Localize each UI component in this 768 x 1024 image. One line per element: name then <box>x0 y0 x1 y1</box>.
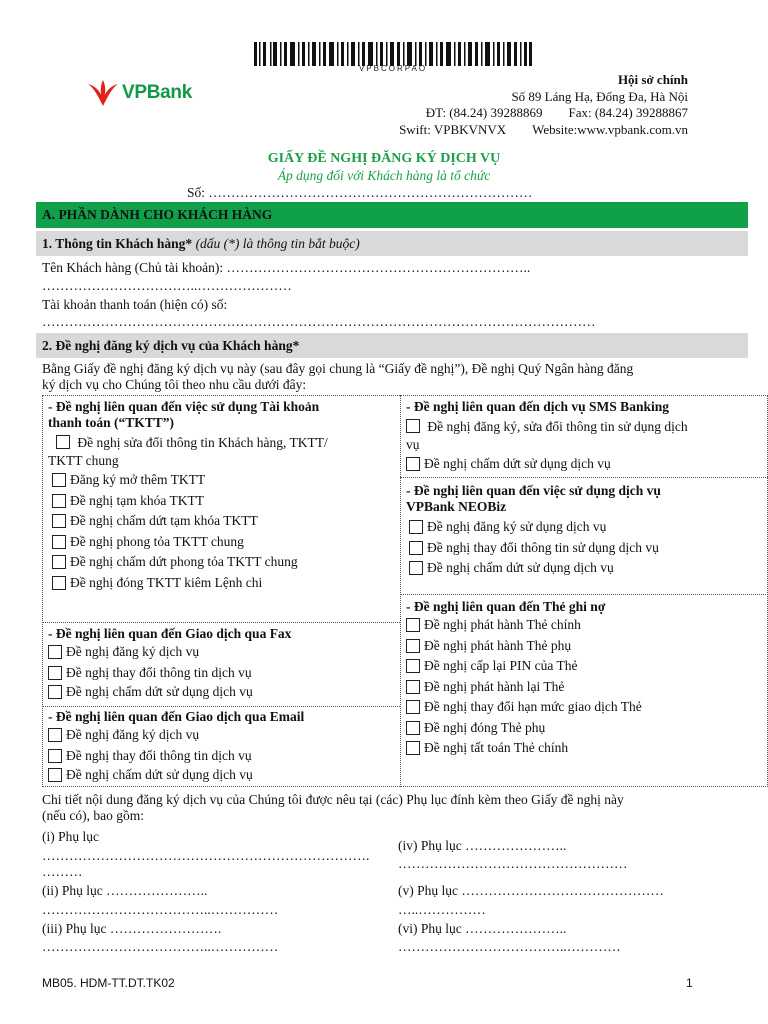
appendix-v-field[interactable]: …..…………… <box>398 902 486 917</box>
account-option-modify[interactable] <box>48 434 394 470</box>
hq-contacts <box>399 105 688 122</box>
account-option[interactable] <box>48 532 394 553</box>
account-option[interactable] <box>48 511 394 532</box>
checkbox[interactable] <box>52 555 66 569</box>
hq-address: Số 89 Láng Hạ, Đống Đa, Hà Nội <box>511 88 688 104</box>
checkbox[interactable] <box>52 514 66 528</box>
barcode-caption: VPBCORPAO <box>358 64 428 73</box>
table-column-divider <box>400 395 401 787</box>
fax-option[interactable] <box>48 663 394 684</box>
option-label: Đề nghị sửa đổi thông tin Khách hàng, TKTT/ <box>77 435 328 450</box>
hq-phone: ĐT: (84.24) 39288869 <box>425 105 543 120</box>
option-label: Đề nghị chấm dứt sử dụng dịch vụ <box>66 767 253 782</box>
subsection-service-request <box>36 333 748 358</box>
debit-card-option[interactable] <box>406 677 764 698</box>
checkbox[interactable] <box>406 639 420 653</box>
fax-services-title: - Đề nghị liên quan đến Giao dịch qua Fax <box>48 626 292 641</box>
table-row-divider <box>42 622 400 623</box>
neobiz-option[interactable] <box>406 517 764 538</box>
debit-card-option[interactable] <box>406 718 764 739</box>
sms-services-group <box>406 399 764 475</box>
option-label: Đề nghị phát hành Thẻ phụ <box>424 637 572 653</box>
appendix-intro-line2: (nếu có), bao gồm: <box>42 808 144 823</box>
debit-card-option[interactable] <box>406 615 764 636</box>
option-label: Đề nghị chấm dứt sử dụng dịch vụ <box>427 560 614 575</box>
table-row-divider <box>42 706 400 707</box>
checkbox[interactable] <box>52 535 66 549</box>
option-label-cont: TKTT chung <box>48 453 119 468</box>
checkbox[interactable] <box>48 768 62 782</box>
appendix-i-field-cont[interactable]: ……… <box>42 864 83 879</box>
hq-fax: Fax: (84.24) 39288867 <box>568 105 688 120</box>
sms-option[interactable] <box>406 454 764 475</box>
option-label: Đề nghị thay đổi thông tin dịch vụ <box>66 747 252 763</box>
email-option[interactable] <box>48 746 394 767</box>
checkbox[interactable] <box>52 473 66 487</box>
checkbox[interactable] <box>48 666 62 680</box>
account-option[interactable] <box>48 573 394 594</box>
debit-card-services-title: - Đề nghị liên quan đến Thẻ ghi nợ <box>406 599 606 614</box>
request-intro-line1: Bằng Giấy đề nghị đăng ký dịch vụ này (sau đây gọi chung là “Giấy đề nghị”), Đề nghị Quý Ngân hàng đăng <box>42 361 634 376</box>
sms-option-register[interactable] <box>406 418 764 454</box>
checkbox[interactable] <box>48 685 62 699</box>
account-number-label: Tài khoản thanh toán (hiện có) số: <box>42 297 228 312</box>
option-label: Đề nghị phát hành lại Thẻ <box>424 678 565 694</box>
customer-name-field-cont[interactable]: ……………………………..………………… <box>42 278 292 293</box>
checkbox[interactable] <box>409 561 423 575</box>
neobiz-services-title-line2: VPBank NEOBiz <box>406 499 507 514</box>
option-label-cont: vụ <box>406 437 420 452</box>
hq-website[interactable]: Website:www.vpbank.com.vn <box>532 121 688 137</box>
appendix-ii-field[interactable]: ………………………………..…………… <box>42 902 279 917</box>
subsection-service-request-title: 2. Đề nghị đăng ký dịch vụ của Khách hàng* <box>42 338 300 353</box>
neobiz-option[interactable] <box>406 538 764 559</box>
appendix-vi-field[interactable]: ………………………………..………… <box>398 939 621 954</box>
fax-option[interactable] <box>48 642 394 663</box>
option-label: Đề nghị thay đổi thông tin sử dụng dịch vụ <box>427 539 659 555</box>
checkbox[interactable] <box>48 728 62 742</box>
checkbox[interactable] <box>52 576 66 590</box>
vpbank-flower-icon <box>86 78 120 108</box>
option-label: Đăng ký mở thêm TKTT <box>70 472 206 487</box>
form-number-field[interactable]: Số: ……………………………………………………………… <box>187 185 533 200</box>
appendix-i-label: (i) Phụ lục <box>42 829 99 844</box>
logo-wordmark: VPBank <box>122 82 193 103</box>
document-code: MB05. HDM-TT.DT.TK02 <box>42 976 175 990</box>
fax-services-group <box>48 626 394 701</box>
appendix-intro-line1: Chi tiết nội dung đăng ký dịch vụ của Chúng tôi được nêu tại (các) Phụ lục đính kèm theo Giấy đề nghị này <box>42 792 624 807</box>
option-label: Đề nghị phong tỏa TKTT chung <box>70 533 244 549</box>
option-label: Đề nghị cấp lại PIN của Thẻ <box>424 658 578 673</box>
debit-card-option[interactable] <box>406 738 764 759</box>
option-label: Đề nghị đóng Thẻ phụ <box>424 719 546 735</box>
appendix-v-label[interactable]: (v) Phụ lục ……………………………………… <box>398 883 664 898</box>
checkbox[interactable] <box>406 741 420 755</box>
neobiz-services-title-line1: - Đề nghị liên quan đến việc sử dụng dịch vụ <box>406 483 661 498</box>
account-option[interactable] <box>48 552 394 573</box>
head-office-info <box>399 72 688 138</box>
appendix-iv-field[interactable]: …………………………………………… <box>398 856 628 871</box>
checkbox[interactable] <box>48 749 62 763</box>
barcode-image <box>254 42 532 66</box>
checkbox[interactable] <box>56 435 70 449</box>
option-label: Đề nghị phát hành Thẻ chính <box>424 617 581 632</box>
option-label: Đề nghị chấm dứt tạm khóa TKTT <box>70 513 258 528</box>
neobiz-option[interactable] <box>406 558 764 579</box>
debit-card-option[interactable] <box>406 656 764 677</box>
appendix-ii-label[interactable]: (ii) Phụ lục ………………….. <box>42 883 208 898</box>
appendix-iii-label[interactable]: (iii) Phụ lục ……………………. <box>42 921 222 936</box>
form-title: GIẤY ĐỀ NGHỊ ĐĂNG KÝ DỊCH VỤ <box>267 151 501 166</box>
account-services-title-line2: thanh toán (“TKTT”) <box>48 415 175 430</box>
account-option[interactable] <box>48 470 394 491</box>
hq-title: Hội sở chính <box>617 72 688 87</box>
fax-option[interactable] <box>48 683 394 701</box>
table-row-divider <box>400 477 768 478</box>
option-label: Đề nghị chấm dứt phong tỏa TKTT chung <box>70 554 298 569</box>
request-intro-line2: ký dịch vụ cho Chúng tôi theo nhu cầu dưới đây: <box>42 377 307 392</box>
checkbox[interactable] <box>406 680 420 694</box>
option-label: Đề nghị đóng TKTT kiêm Lệnh chi <box>70 574 263 590</box>
checkbox[interactable] <box>48 645 62 659</box>
debit-card-services-group <box>406 599 764 759</box>
email-services-group <box>48 709 394 784</box>
section-a-heading: A. PHẦN DÀNH CHO KHÁCH HÀNG <box>36 202 748 228</box>
option-label: Đề nghị tạm khóa TKTT <box>70 492 204 508</box>
checkbox[interactable] <box>406 457 420 471</box>
checkbox[interactable] <box>406 618 420 632</box>
subsection-customer-info <box>36 231 748 256</box>
customer-name-field[interactable]: Tên Khách hàng (Chủ tài khoản): ………………………………………………………….. <box>42 260 531 275</box>
checkbox[interactable] <box>406 721 420 735</box>
debit-card-option[interactable] <box>406 697 764 718</box>
table-row-divider <box>400 594 768 595</box>
option-label: Đề nghị đăng ký dịch vụ <box>66 727 200 742</box>
option-label: Đề nghị đăng ký dịch vụ <box>66 644 200 659</box>
account-services-title-line1: - Đề nghị liên quan đến việc sử dụng Tài khoản <box>48 399 320 414</box>
debit-card-option[interactable] <box>406 636 764 657</box>
option-label: Đề nghị thay đổi hạn mức giao dịch Thẻ <box>424 699 642 714</box>
option-label: Đề nghị thay đổi thông tin dịch vụ <box>66 664 252 680</box>
page-number: 1 <box>686 976 693 990</box>
account-number-field[interactable]: …………………………………………………………………………………………………………… <box>42 314 596 329</box>
option-label: Đề nghị đăng ký, sửa đổi thông tin sử dụng dịch <box>427 419 688 434</box>
option-label: Đề nghị đăng ký sử dụng dịch vụ <box>427 519 607 534</box>
neobiz-services-group <box>406 483 764 579</box>
email-services-title: - Đề nghị liên quan đến Giao dịch qua Email <box>48 709 305 724</box>
account-services-group <box>48 399 394 593</box>
checkbox[interactable] <box>406 659 420 673</box>
vpbank-logo <box>86 78 216 108</box>
hq-swift: Swift: VPBKVNVX <box>399 121 507 137</box>
option-label: Đề nghị chấm dứt sử dụng dịch vụ <box>424 456 611 471</box>
form-subtitle: Áp dụng đối với Khách hàng là tổ chức <box>277 168 491 183</box>
option-label: Đề nghị tất toán Thẻ chính <box>424 740 569 755</box>
appendix-iv-label[interactable]: (iv) Phụ lục ………………….. <box>398 838 567 853</box>
appendix-i-field[interactable]: ………………………………………………………………. <box>42 848 370 863</box>
appendix-iii-field[interactable]: ………………………………..…………… <box>42 939 279 954</box>
option-label: Đề nghị chấm dứt sử dụng dịch vụ <box>66 684 253 699</box>
appendix-vi-label[interactable]: (vi) Phụ lục ………………….. <box>398 921 567 936</box>
checkbox[interactable] <box>406 700 420 714</box>
checkbox[interactable] <box>409 520 423 534</box>
account-option[interactable] <box>48 491 394 512</box>
checkbox[interactable] <box>52 494 66 508</box>
required-note: (dấu (*) là thông tin bắt buộc) <box>192 236 360 251</box>
subsection-customer-info-title: 1. Thông tin Khách hàng* <box>42 236 193 251</box>
email-option[interactable] <box>48 725 394 746</box>
hq-swift-website <box>399 122 688 139</box>
sms-services-title: - Đề nghị liên quan đến dịch vụ SMS Banking <box>406 399 669 414</box>
checkbox[interactable] <box>409 541 423 555</box>
checkbox[interactable] <box>406 419 420 433</box>
email-option[interactable] <box>48 766 394 784</box>
